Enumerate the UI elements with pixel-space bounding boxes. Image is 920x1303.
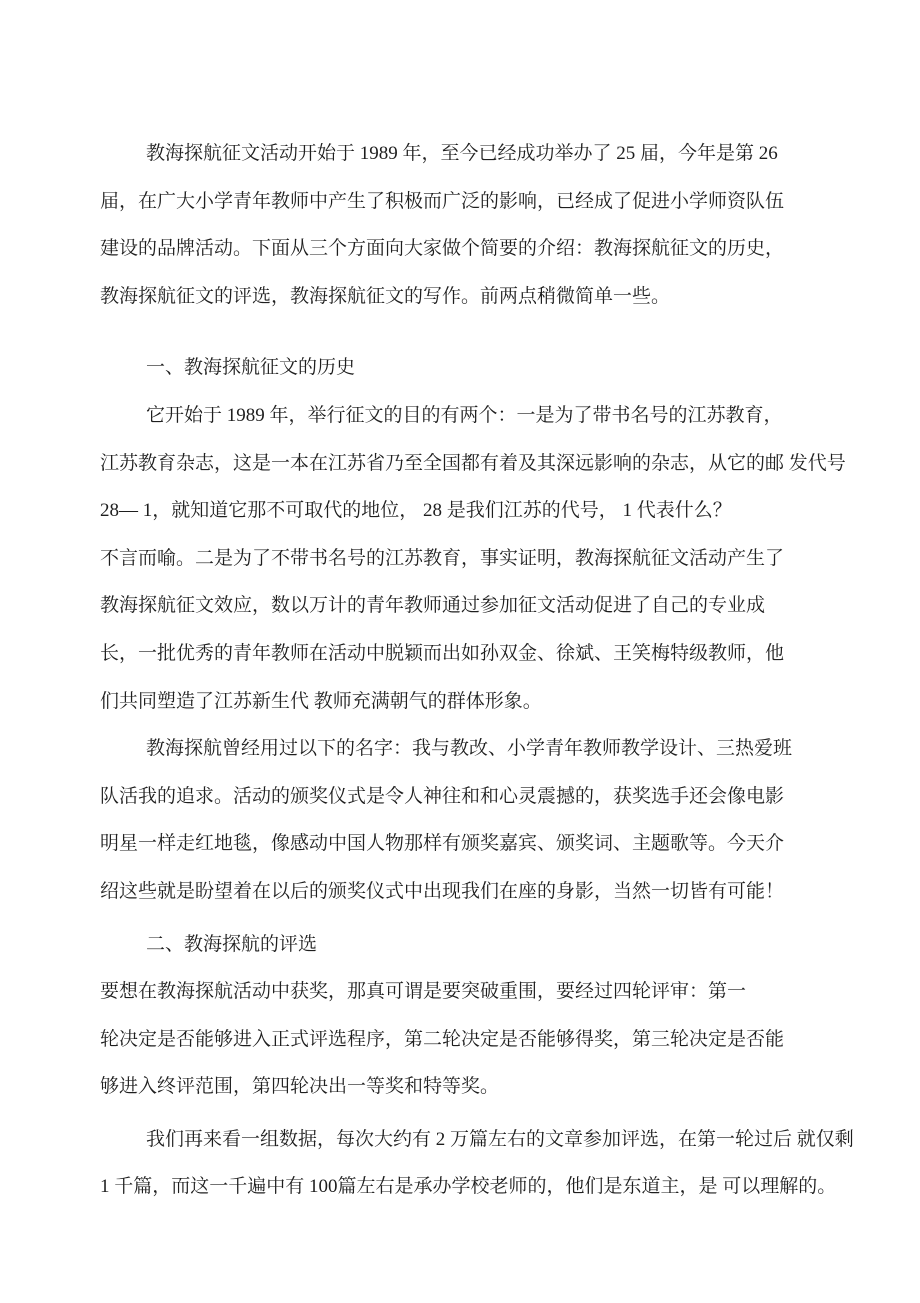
- paragraph-line: 队活我的追求。活动的颁奖仪式是令人神往和和心灵震撼的，获奖选手还会像电影: [100, 785, 785, 807]
- paragraph-line: 教海探航征文活动开始于 1989 年，至今已经成功举办了 25 届，今年是第 26: [146, 143, 778, 164]
- paragraph-line: 我们再来看一组数据，每次大约有 2 万篇左右的文章参加评选，在第一轮过后 就仅剩: [146, 1128, 854, 1150]
- paragraph-line: 1 千篇，而这一千遍中有 100篇左右是承办学校老师的，他们是东道主，是 可以理解的。: [100, 1176, 837, 1198]
- paragraph-line: 江苏教育杂志，这是一本在江苏省乃至全国都有着及其深远影响的杂志，从它的邮 发代号: [100, 452, 846, 474]
- paragraph-line: 够进入终评范围，第四轮决出一等奖和特等奖。: [100, 1076, 500, 1098]
- paragraph-line: 要想在教海探航活动中获奖，那真可谓是要突破重围，要经过四轮评审：第一: [100, 981, 747, 1003]
- paragraph-line: 教海探航征文的评选，教海探航征文的写作。前两点稍微简单一些。: [100, 285, 671, 307]
- paragraph-line: 不言而喻。二是为了不带书名号的江苏教育，事实证明，教海探航征文活动产生了: [100, 547, 785, 569]
- paragraph-line: 教海探航曾经用过以下的名字：我与教改、小学青年教师教学设计、三热爱班: [146, 738, 793, 760]
- paragraph-line: 绍这些就是盼望着在以后的颁奖仪式中出现我们在座的身影，当然一切皆有可能！: [100, 880, 785, 902]
- paragraph-line: 教海探航征文效应，数以万计的青年教师通过参加征文活动促进了自己的专业成: [100, 595, 766, 617]
- paragraph-line: 建设的品牌活动。下面从三个方面向大家做个简要的介绍：教海探航征文的历史，: [100, 238, 785, 260]
- paragraph-line: 轮决定是否能够进入正式评选程序，第二轮决定是否能够得奖，第三轮决定是否能: [100, 1028, 785, 1050]
- paragraph-line: 们共同塑造了江苏新生代 教师充满朝气的群体形象。: [100, 690, 542, 712]
- paragraph-line: 明星一样走红地毯，像感动中国人物那样有颁奖嘉宾、颁奖词、主题歌等。今天介: [100, 833, 785, 855]
- section-heading-selection: 二、教海探航的评选: [146, 933, 318, 955]
- paragraph-line: 长，一批优秀的青年教师在活动中脱颖而出如孙双金、徐斌、王笑梅特级教师，他: [100, 642, 785, 664]
- paragraph-line: 28— 1，就知道它那不可取代的地位， 28 是我们江苏的代号， 1 代表什么？: [100, 500, 732, 522]
- paragraph-line: 它开始于 1989 年，举行征文的目的有两个：一是为了带书名号的江苏教育，: [146, 404, 783, 426]
- paragraph-line: 届，在广大小学青年教师中产生了积极而广泛的影响，已经成了促进小学师资队伍: [100, 190, 785, 212]
- section-heading-history: 一、教海探航征文的历史: [146, 357, 356, 379]
